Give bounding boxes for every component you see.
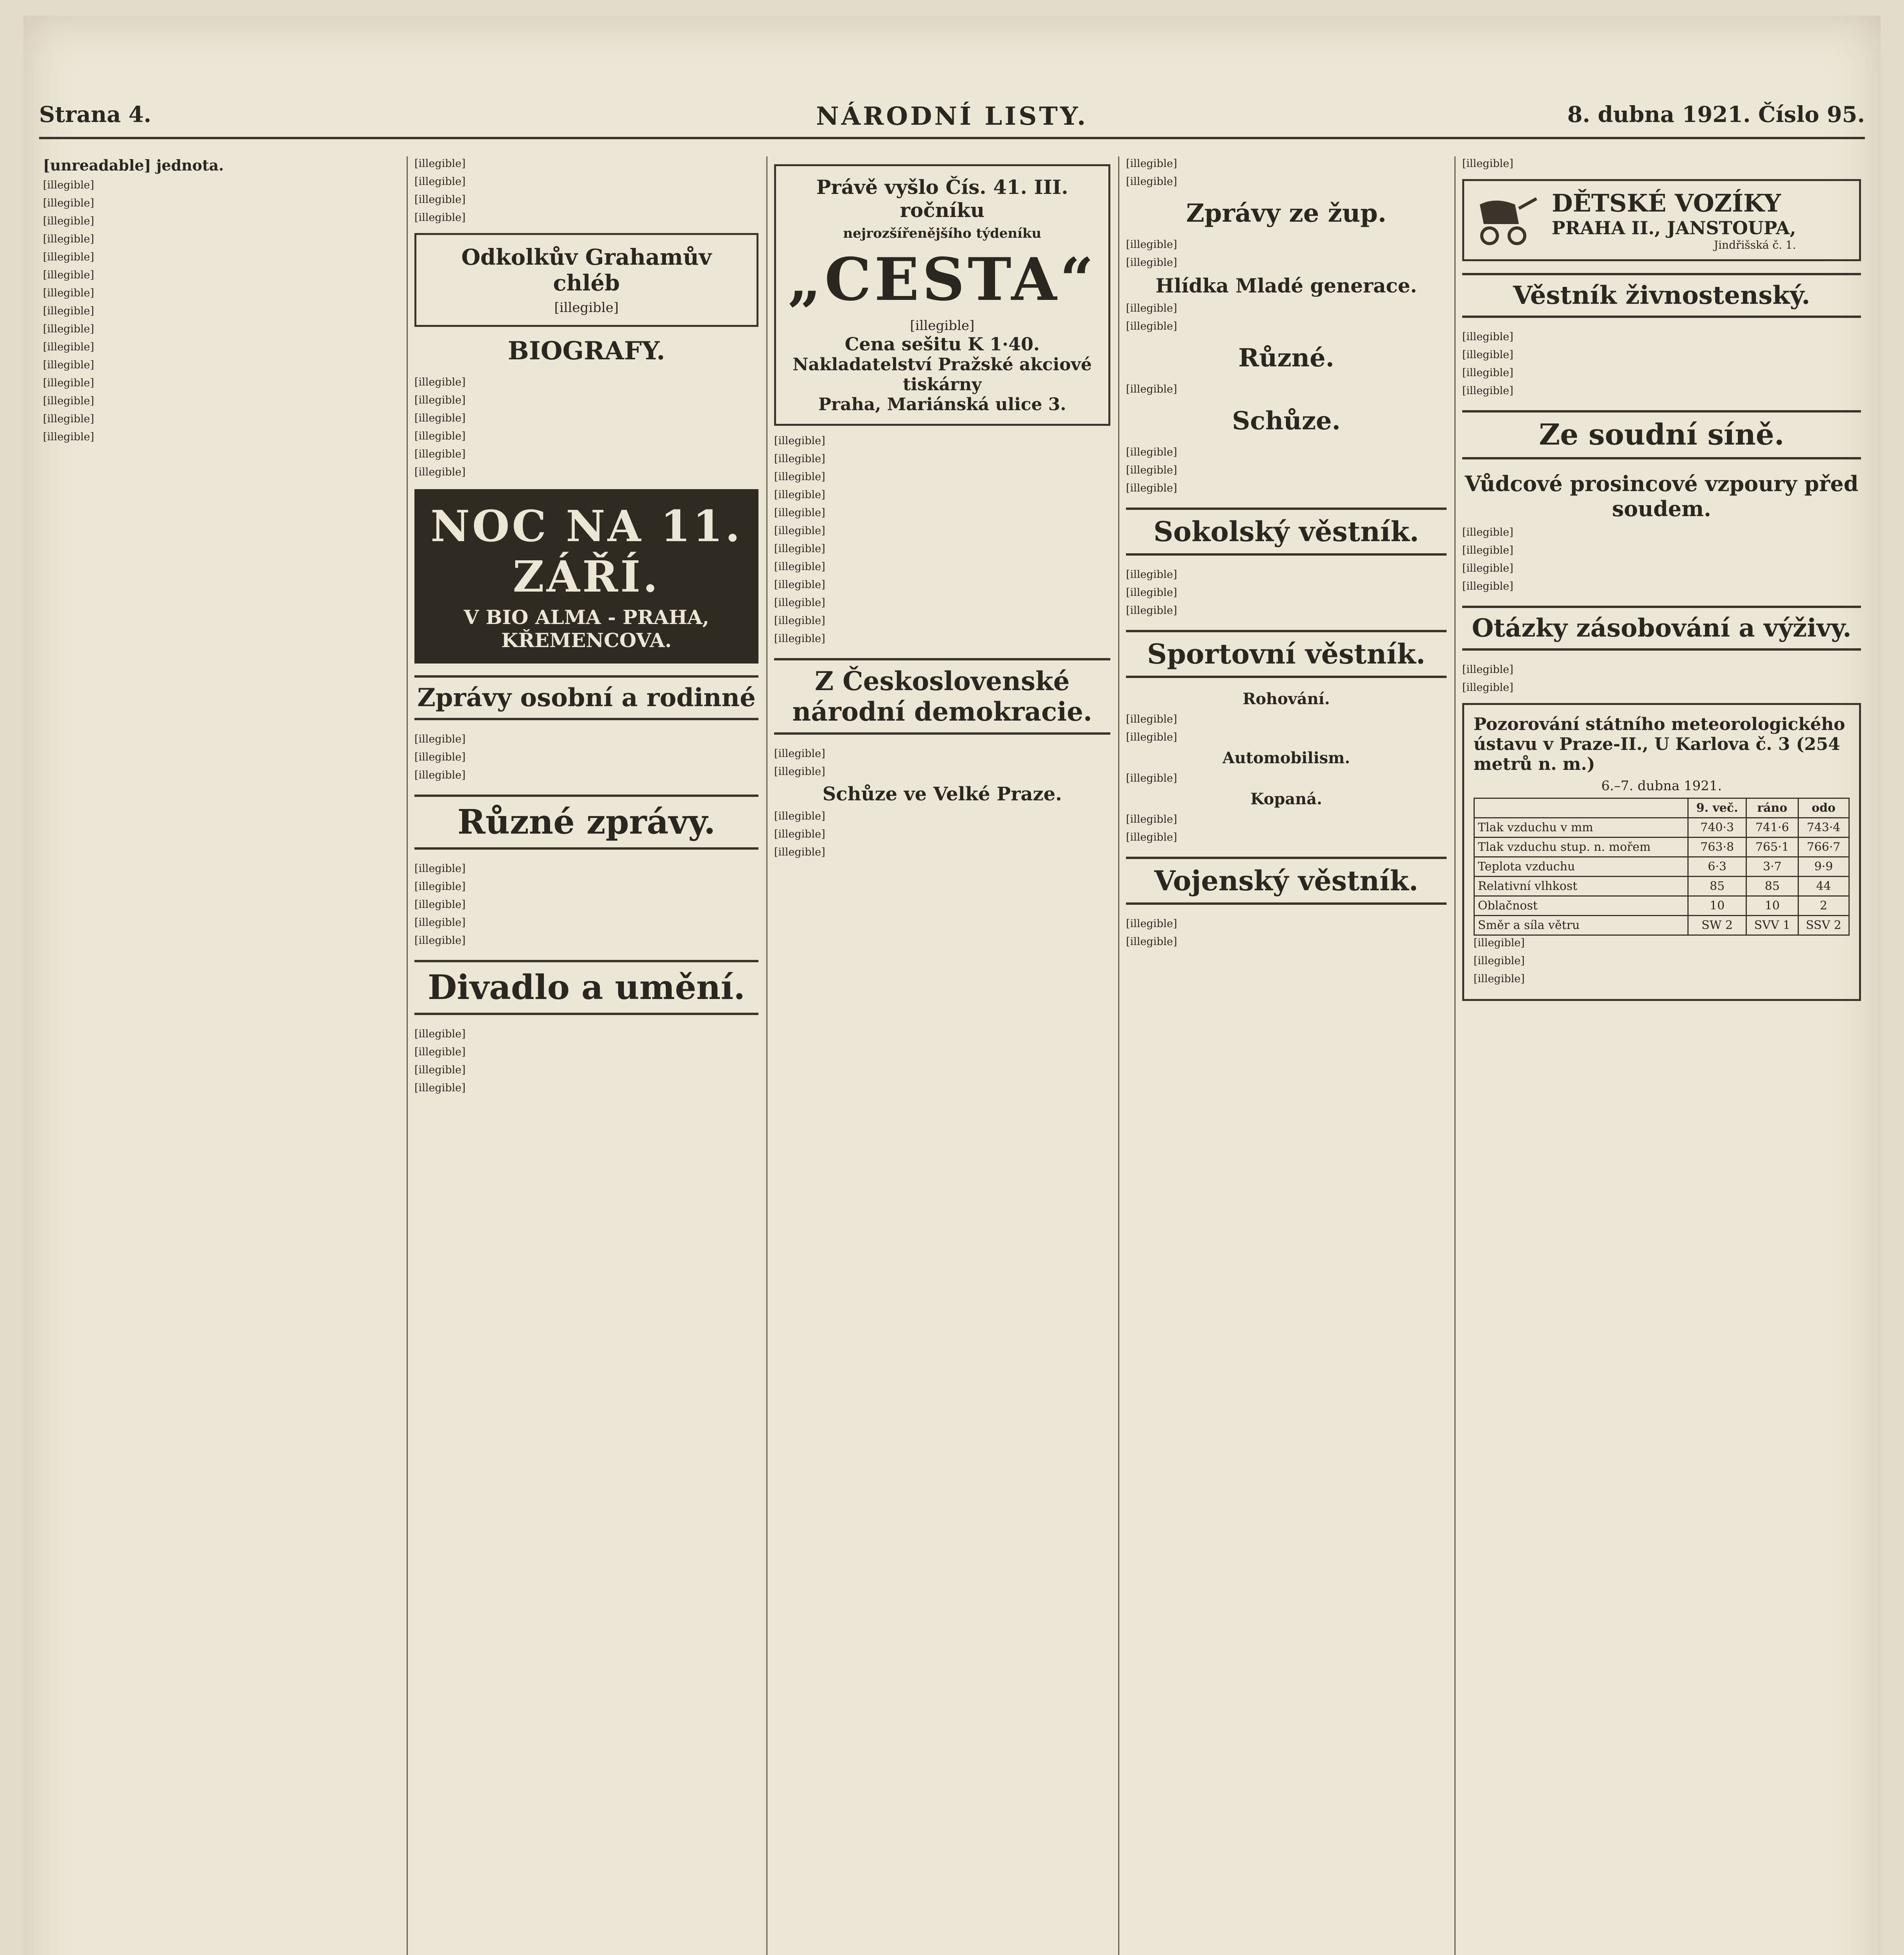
date-issue: 8. dubna 1921. Číslo 95. <box>1567 102 1865 127</box>
ad-publisher: Nakladatelství Pražské akciové tiskárny <box>792 355 1092 395</box>
paragraph: [illegible] <box>1126 158 1177 170</box>
paragraph: [illegible] <box>1462 385 1513 397</box>
paragraph: [illegible] <box>774 810 825 822</box>
paragraph: [illegible] <box>774 489 825 501</box>
paragraph: [illegible] <box>43 287 94 299</box>
paragraph: [illegible] <box>774 543 825 555</box>
table-cell: 10 <box>1746 896 1798 916</box>
table-cell: 3·7 <box>1746 857 1798 877</box>
table-cell: 85 <box>1746 877 1798 896</box>
ad-address: PRAHA II., JANSTOUPA, <box>1552 217 1796 239</box>
paragraph: [illegible] <box>414 1064 466 1076</box>
paragraph: [illegible] <box>774 828 825 840</box>
table-cell: 9·9 <box>1798 857 1849 877</box>
table-header: odo <box>1798 798 1849 818</box>
section-heading: Otázky zásobování a výživy. <box>1462 606 1861 651</box>
paragraph: [illegible] <box>43 251 94 263</box>
paper-title: NÁRODNÍ LISTY. <box>816 102 1088 131</box>
paragraph: [illegible] <box>43 341 94 353</box>
section-heading: Sportovní věstník. <box>1126 630 1447 678</box>
table-header <box>1474 798 1688 818</box>
ad-title: DĚTSKÉ VOZÍKY <box>1552 189 1781 217</box>
paragraph: [illegible] <box>414 412 466 424</box>
table-row <box>1474 916 1849 935</box>
paragraph: [illegible] <box>774 579 825 591</box>
pram-icon <box>1472 193 1542 248</box>
paragraph: [illegible] <box>43 197 94 209</box>
table-cell: 740·3 <box>1688 818 1746 838</box>
paragraph: [illegible] <box>774 597 825 609</box>
column-divider <box>1118 156 1119 1955</box>
subheading: Vůdcové prosincové vzpoury před soudem. <box>1465 471 1859 521</box>
paragraph: [illegible] <box>414 466 466 478</box>
paragraph: [illegible] <box>43 269 94 281</box>
paragraph: [illegible] <box>1462 580 1513 592</box>
table-cell: SVV 1 <box>1746 916 1798 935</box>
column-4 <box>1126 156 1447 1955</box>
ad-text-block <box>1552 189 1796 251</box>
paragraph: [illegible] <box>43 305 94 317</box>
paragraph: [illegible] <box>414 1082 466 1094</box>
paragraph: [illegible] <box>1462 526 1513 538</box>
ad-subtitle: V BIO ALMA - PRAHA, KŘEMENCOVA. <box>464 606 709 652</box>
paragraph: [illegible] <box>414 1046 466 1058</box>
table-cell: 763·8 <box>1688 838 1746 857</box>
paragraph: [illegible] <box>1462 682 1513 694</box>
table-cell: SSV 2 <box>1798 916 1849 935</box>
page-number: Strana 4. <box>39 102 152 127</box>
paragraph: [illegible] <box>1462 349 1513 361</box>
paragraph: [illegible] <box>774 507 825 519</box>
paragraph: [illegible] <box>1462 367 1513 379</box>
ad-title: NOC NA 11. ZÁŘÍ. <box>430 501 742 602</box>
cesta-advertisement <box>774 164 1110 426</box>
paragraph: [illegible] <box>414 899 466 911</box>
paragraph: [illegible] <box>43 359 94 371</box>
paragraph: [illegible] <box>774 615 825 627</box>
paragraph: [illegible] <box>1126 569 1177 581</box>
paragraph: [illegible] <box>43 395 94 407</box>
pram-advertisement <box>1462 179 1861 261</box>
table-header: 9. več. <box>1688 798 1746 818</box>
table-cell: 10 <box>1688 896 1746 916</box>
table-row <box>1474 896 1849 916</box>
ad-title: Odkolkův Grahamův chléb <box>461 244 712 296</box>
ad-top-line: Právě vyšlo Čís. 41. III. ročníku <box>816 176 1069 222</box>
section-heading: Věstník živnostenský. <box>1462 273 1861 318</box>
paragraph: [illegible] <box>43 431 94 443</box>
paragraph: [illegible] <box>774 766 825 778</box>
paragraph: [illegible] <box>1474 937 1525 949</box>
section-heading: Schůze. <box>1232 406 1341 436</box>
paragraph: [illegible] <box>774 471 825 483</box>
section-heading: Zprávy ze žup. <box>1186 199 1387 228</box>
paragraph: [illegible] <box>774 748 825 760</box>
paragraph: [illegible] <box>1474 973 1525 985</box>
paragraph: [illegible] <box>1126 936 1177 948</box>
section-heading: BIOGRAFY. <box>507 336 665 366</box>
weather-title: Pozorování státního meteorologického ústavu v Praze-II., U Karlova č. 3 (254 metrů n. m.) <box>1474 714 1845 774</box>
article-title: [unreadable] jednota. <box>43 156 224 174</box>
paragraph: [illegible] <box>774 561 825 573</box>
paragraph: [illegible] <box>1126 482 1177 494</box>
ad-name: „CESTA“ <box>787 245 1097 314</box>
section-heading: Vojenský věstník. <box>1126 857 1447 905</box>
weather-box <box>1462 703 1861 1001</box>
section-heading: Různé zprávy. <box>414 795 758 850</box>
paragraph: [illegible] <box>43 233 94 245</box>
table-header-row <box>1474 798 1849 818</box>
paragraph: [illegible] <box>43 377 94 389</box>
ad-street: Jindřišská č. 1. <box>1714 239 1796 251</box>
paragraph: [illegible] <box>1126 772 1177 784</box>
paragraph: [illegible] <box>43 323 94 335</box>
paragraph: [illegible] <box>1126 831 1177 843</box>
section-heading: Divadlo a umění. <box>414 960 758 1015</box>
table-cell: 2 <box>1798 896 1849 916</box>
paragraph: [illegible] <box>43 215 94 227</box>
column-2 <box>414 156 758 1955</box>
table-row <box>1474 818 1849 838</box>
table-cell: 6·3 <box>1688 857 1746 877</box>
ad-contents: [illegible] <box>910 318 975 334</box>
paragraph: [illegible] <box>1462 544 1513 556</box>
paragraph: [illegible] <box>1126 604 1177 617</box>
paragraph: [illegible] <box>414 394 466 406</box>
paragraph: [illegible] <box>774 633 825 645</box>
paragraph: [illegible] <box>774 453 825 465</box>
subheading: Hlídka Mladé generace. <box>1155 274 1417 297</box>
section-heading: Sokolský věstník. <box>1126 508 1447 556</box>
paragraph: [illegible] <box>1126 302 1177 314</box>
column-divider <box>1454 156 1456 1955</box>
paragraph: [illegible] <box>414 733 466 745</box>
paragraph: [illegible] <box>1126 383 1177 395</box>
table-cell: 765·1 <box>1746 838 1798 857</box>
article <box>43 156 473 445</box>
column-divider <box>766 156 767 1955</box>
paragraph: [illegible] <box>1126 256 1177 269</box>
paragraph: [illegible] <box>1126 713 1177 725</box>
paragraph: [illegible] <box>1126 446 1177 458</box>
subheading: Rohování. <box>1242 690 1330 708</box>
paragraph: [illegible] <box>1126 731 1177 743</box>
paragraph: [illegible] <box>414 863 466 875</box>
section-heading: Zprávy osobní a rodinné <box>414 675 758 720</box>
paragraph: [illegible] <box>774 525 825 537</box>
subheading: Schůze ve Velké Praze. <box>822 783 1062 805</box>
masthead <box>39 94 1865 139</box>
table-cell: 85 <box>1688 877 1746 896</box>
paragraph: [illegible] <box>1462 158 1513 170</box>
table-row <box>1474 857 1849 877</box>
paragraph: [illegible] <box>1126 176 1177 188</box>
table-cell: Tlak vzduchu v mm <box>1474 818 1688 838</box>
bread-advertisement <box>414 233 758 327</box>
section-heading: Různé. <box>1238 343 1334 373</box>
paragraph: [illegible] <box>774 846 825 858</box>
paragraph: [illegible] <box>1462 664 1513 676</box>
column-5 <box>1462 156 1861 1955</box>
table-cell: Relativní vlhkost <box>1474 877 1688 896</box>
ad-sub-line: nejrozšířenějšího týdeníku <box>843 226 1042 241</box>
table-cell: 766·7 <box>1798 838 1849 857</box>
paragraph: [illegible] <box>414 430 466 442</box>
table-cell: 44 <box>1798 877 1849 896</box>
paragraph: [illegible] <box>43 179 94 191</box>
paragraph: [illegible] <box>414 158 466 170</box>
column-3 <box>774 156 1110 1955</box>
paragraph: [illegible] <box>414 917 466 929</box>
paragraph: [illegible] <box>1126 464 1177 476</box>
paragraph: [illegible] <box>414 881 466 893</box>
section-heading: Ze soudní síně. <box>1462 410 1861 459</box>
paragraph: [illegible] <box>414 934 466 947</box>
paragraph: [illegible] <box>1462 331 1513 343</box>
section-heading: Z Československé národní demokracie. <box>774 658 1110 735</box>
paragraph: [illegible] <box>1126 239 1177 251</box>
paragraph: [illegible] <box>43 413 94 425</box>
paragraph: [illegible] <box>414 769 466 781</box>
table-cell: 741·6 <box>1746 818 1798 838</box>
paragraph: [illegible] <box>414 376 466 388</box>
paragraph: [illegible] <box>414 176 466 188</box>
column-divider <box>407 156 408 1955</box>
paragraph: [illegible] <box>1462 562 1513 574</box>
ad-price: Cena sešitu K 1·40. <box>844 334 1040 355</box>
table-cell: Oblačnost <box>1474 896 1688 916</box>
paragraph: [illegible] <box>414 448 466 460</box>
table-cell: 743·4 <box>1798 818 1849 838</box>
ad-address: Praha, Mariánská ulice 3. <box>818 395 1067 414</box>
table-header: ráno <box>1746 798 1798 818</box>
paragraph: [illegible] <box>414 1028 466 1040</box>
paragraph: [illegible] <box>414 194 466 206</box>
paragraph: [illegible] <box>1474 955 1525 967</box>
table-cell: Směr a síla větru <box>1474 916 1688 935</box>
table-cell: Tlak vzduchu stup. n. mořem <box>1474 838 1688 857</box>
weather-table <box>1474 798 1850 936</box>
cinema-advertisement <box>414 489 758 664</box>
table-cell: Teplota vzduchu <box>1474 857 1688 877</box>
weather-date: 6.–7. dubna 1921. <box>1601 778 1722 794</box>
paragraph: [illegible] <box>414 212 466 224</box>
column-1 <box>43 156 473 1955</box>
paragraph: [illegible] <box>774 435 825 447</box>
paragraph: [illegible] <box>1126 586 1177 599</box>
subheading: Kopaná. <box>1250 790 1322 808</box>
paragraph: [illegible] <box>414 751 466 763</box>
table-row <box>1474 838 1849 857</box>
table-row <box>1474 877 1849 896</box>
paragraph: [illegible] <box>1126 320 1177 332</box>
subheading: Automobilism. <box>1222 749 1350 767</box>
table-cell: SW 2 <box>1688 916 1746 935</box>
paragraph: [illegible] <box>1126 813 1177 825</box>
ad-text: [illegible] <box>554 300 619 316</box>
paragraph: [illegible] <box>1126 918 1177 930</box>
